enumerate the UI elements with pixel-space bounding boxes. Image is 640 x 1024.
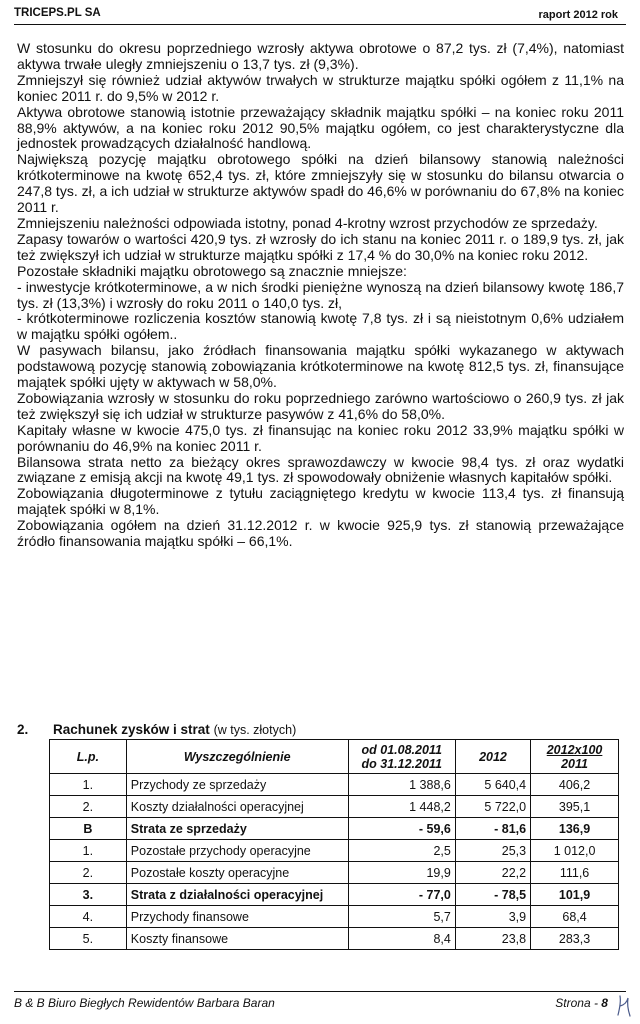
cell-lp: 1. <box>50 840 127 862</box>
paragraph: Zobowiązania długoterminowe z tytułu zaciągniętego kredytu w kwocie 113,4 tys. zł finansują majątek spółki w 8,1%. <box>17 485 624 518</box>
cell-dynamics: 395,1 <box>531 796 619 818</box>
header-lp: L.p. <box>50 740 127 774</box>
paragraph: Zmniejszył się również udział aktywów trwałych w strukturze majątku spółki ogółem z 11,1% na koniec 2011 r. do 9,5% w 2012 r. <box>17 71 624 104</box>
paragraph: Pozostałe składniki majątku obrotowego są znacznie mniejsze: <box>17 262 407 279</box>
cell-value-2011: 1 388,6 <box>348 774 455 796</box>
table-row <box>50 840 619 862</box>
page-footer <box>14 991 626 1010</box>
cell-lp: 3. <box>50 884 127 906</box>
footer-page-label: Strona - <box>555 996 598 1010</box>
cell-value-2011: - 59,6 <box>348 818 455 840</box>
header-name: Wyszczególnienie <box>126 740 348 774</box>
cell-value-2012: 22,2 <box>455 862 530 884</box>
cell-dynamics: 1 012,0 <box>531 840 619 862</box>
cell-value-2011: 8,4 <box>348 928 455 950</box>
header-period-2011 <box>348 740 455 774</box>
cell-lp: 2. <box>50 862 127 884</box>
paragraph: Zmniejszeniu należności odpowiada istotny, ponad 4-krotny wzrost przychodów ze sprzedaży. <box>17 214 598 231</box>
cell-lp: 2. <box>50 796 127 818</box>
page-header <box>14 6 626 25</box>
paragraph: Zobowiązania ogółem na dzień 31.12.2012 r. w kwocie 925,9 tys. zł stanowią przeważające źródło finansowania majątku spółki – 66,1%. <box>17 517 624 550</box>
cell-value-2011: 5,7 <box>348 906 455 928</box>
paragraph: Bilansowa strata netto za bieżący okres sprawozdawczy w kwocie 98,4 tys. zł oraz wydatki związane z emisją akcji na kwotę 49,1 tys. zł spowodowały obniżenie własnych kapitałów spółki. <box>17 453 624 486</box>
header-dynamics <box>531 740 619 774</box>
bullet-item: - inwestycje krótkoterminowe, a w nich środki pieniężne wynoszą na dzień bilansowy kwotę 186,7 tys. zł (13,3%) i wzrosły do roku 2011 o 140,0 tys. zł, <box>17 278 624 311</box>
cell-name: Strata z działalności operacyjnej <box>126 884 348 906</box>
footer-page <box>555 996 618 1010</box>
company-name: TRICEPS.PL SA <box>14 7 101 19</box>
section-title: Rachunek zysków i strat <box>53 722 210 737</box>
section-heading <box>17 722 296 737</box>
cell-dynamics: 111,6 <box>531 862 619 884</box>
cell-value-2011: - 77,0 <box>348 884 455 906</box>
handwritten-initials <box>615 993 633 1019</box>
cell-dynamics: 283,3 <box>531 928 619 950</box>
table-row <box>50 818 619 840</box>
table-row <box>50 796 619 818</box>
section-number: 2. <box>17 722 29 737</box>
cell-name: Przychody ze sprzedaży <box>126 774 348 796</box>
paragraph: Aktywa obrotowe stanowią istotnie przeważający składnik majątku spółki – na koniec roku 2011 88,9% aktywów, a na koniec roku 2012 90,5% majątku ogółem, co jest charakterystyczne dla jednostek prowadzących działalność handlową. <box>17 103 624 152</box>
cell-dynamics: 68,4 <box>531 906 619 928</box>
header-period-line1: od 01.08.2011 <box>361 742 442 757</box>
section-unit: (w tys. złotych) <box>213 723 297 737</box>
cell-value-2012: 25,3 <box>455 840 530 862</box>
cell-name: Pozostałe koszty operacyjne <box>126 862 348 884</box>
paragraph: W stosunku do okresu poprzedniego wzrosły aktywa obrotowe o 87,2 tys. zł (7,4%), natomiast aktywa trwałe uległy zmniejszeniu o 13,7 tys. zł (9,3%). <box>17 40 624 72</box>
cell-value-2012: - 78,5 <box>455 884 530 906</box>
table-row <box>50 862 619 884</box>
income-statement-table <box>49 739 619 950</box>
cell-dynamics: 406,2 <box>531 774 619 796</box>
table-row <box>50 906 619 928</box>
cell-dynamics: 101,9 <box>531 884 619 906</box>
cell-value-2012: 23,8 <box>455 928 530 950</box>
cell-name: Pozostałe przychody operacyjne <box>126 840 348 862</box>
cell-lp: B <box>50 818 127 840</box>
cell-value-2012: 5 722,0 <box>455 796 530 818</box>
cell-value-2012: 5 640,4 <box>455 774 530 796</box>
header-period-line2: do 31.12.2011 <box>361 756 442 771</box>
report-label: raport 2012 rok <box>538 9 618 21</box>
footer-firm: B & B Biuro Biegłych Rewidentów Barbara Baran <box>14 996 275 1010</box>
paragraph: Kapitały własne w kwocie 475,0 tys. zł finansując na koniec roku 2012 33,9% majątku spółki w porównaniu do 46,9% na koniec 2011 r. <box>17 421 624 454</box>
cell-lp: 1. <box>50 774 127 796</box>
cell-name: Strata ze sprzedaży <box>126 818 348 840</box>
cell-name: Koszty finansowe <box>126 928 348 950</box>
table-header-row <box>50 740 619 774</box>
table-row <box>50 774 619 796</box>
paragraph: W pasywach bilansu, jako źródłach finansowania majątku spółki wykazanego w aktywach podstawową pozycję stanowią zobowiązania krótkoterminowe na kwotę 812,5 tys. zł, finansujące majątek spółki ujęty w aktywach w 58,0%. <box>17 342 624 391</box>
header-dynamics-line2: 2011 <box>561 756 588 771</box>
cell-value-2011: 1 448,2 <box>348 796 455 818</box>
footer-page-number: 8 <box>601 996 608 1010</box>
paragraph: Największą pozycję majątku obrotowego spółki na dzień bilansowy stanowią należności krótkoterminowe na kwotę 652,4 tys. zł, które zmniejszyły się w stosunku do bilansu otwarcia o 247,8 tys. zł, a ich udział w strukturze aktywów spadł do 46,6% w porównaniu do 67,8% na koniec 2011 r. <box>17 151 624 216</box>
table-row <box>50 928 619 950</box>
cell-lp: 5. <box>50 928 127 950</box>
paragraph: Zobowiązania wzrosły w stosunku do roku poprzedniego zarówno wartościowo o 260,9 tys. zł jak też zwiększył się ich udział w strukturze pasywów z 41,6% do 58,0%. <box>17 389 624 422</box>
cell-name: Przychody finansowe <box>126 906 348 928</box>
paragraph: Zapasy towarów o wartości 420,9 tys. zł wzrosły do ich stanu na koniec 2011 r. o 189,9 tys. zł, jak też zwiększył ich udział w strukturze majątku spółki z 17,4 % do 30,0% na koniec roku 2012. <box>17 230 624 263</box>
header-2012: 2012 <box>455 740 530 774</box>
table-row <box>50 884 619 906</box>
header-dynamics-line1: 2012x100 <box>546 742 603 757</box>
body-text <box>17 41 624 550</box>
cell-value-2012: - 81,6 <box>455 818 530 840</box>
cell-lp: 4. <box>50 906 127 928</box>
cell-value-2012: 3,9 <box>455 906 530 928</box>
bullet-item: - krótkoterminowe rozliczenia kosztów stanowią kwotę 7,8 tys. zł i są nieistotnym 0,6% udziałem w majątku spółki ogółem.. <box>17 310 624 343</box>
cell-dynamics: 136,9 <box>531 818 619 840</box>
cell-value-2011: 2,5 <box>348 840 455 862</box>
cell-name: Koszty działalności operacyjnej <box>126 796 348 818</box>
cell-value-2011: 19,9 <box>348 862 455 884</box>
